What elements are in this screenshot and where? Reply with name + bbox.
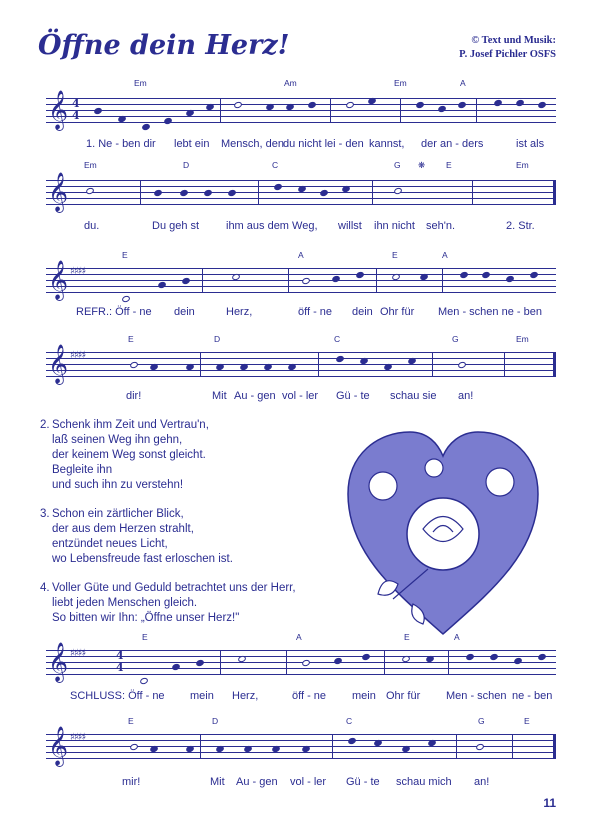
note	[129, 361, 139, 369]
note	[513, 657, 523, 665]
lyric: 2. Str.	[506, 220, 535, 232]
rosebud-icon	[486, 468, 514, 496]
lyric: ihn nicht	[374, 220, 415, 232]
chord: C	[334, 334, 341, 344]
note	[301, 659, 311, 667]
staff-3	[46, 260, 556, 300]
lyric: kannst,	[369, 138, 405, 150]
lyric: schau sie	[390, 390, 437, 402]
chord: D	[214, 334, 221, 344]
chord: E	[142, 632, 148, 642]
chord-row-6	[46, 716, 556, 728]
chord: G	[452, 334, 459, 344]
lyric: Herz,	[232, 690, 259, 702]
key-signature: ♯♯♯♯	[70, 350, 86, 361]
credits-line-2: P. Josef Pichler OSFS	[459, 49, 556, 60]
note	[481, 271, 491, 279]
lyric: an!	[474, 776, 490, 788]
lyric: ihm aus dem Weg,	[226, 220, 318, 232]
lyric: Gü - te	[346, 776, 380, 788]
lyric: dir!	[126, 390, 142, 402]
chord: E	[392, 250, 398, 260]
rosebud-icon	[369, 472, 397, 500]
chord: Em	[134, 78, 147, 88]
note	[301, 277, 311, 285]
lyric: öff - ne	[298, 306, 333, 318]
lyric: ne - ben	[512, 690, 553, 702]
note	[233, 101, 243, 109]
note	[333, 657, 343, 665]
note	[529, 271, 539, 279]
key-signature: ♯♯♯♯	[70, 732, 86, 743]
note	[195, 659, 205, 667]
chord-row-4	[46, 334, 556, 346]
repeat-barline	[553, 180, 556, 204]
rose-icon	[407, 498, 479, 570]
lyric: mein	[190, 690, 214, 702]
lyric: an!	[458, 390, 474, 402]
lyric: du nicht lei - den	[283, 138, 364, 150]
credits	[459, 34, 556, 62]
note	[121, 295, 131, 303]
lyric: vol - ler	[290, 776, 327, 788]
lyric: REFR.: Öff - ne	[76, 306, 152, 318]
note	[153, 189, 163, 197]
staff-6	[46, 726, 556, 766]
note	[139, 677, 149, 685]
rosebud-icon	[425, 459, 443, 477]
note	[163, 117, 173, 125]
chord: G	[478, 716, 485, 726]
note	[465, 653, 475, 661]
note	[493, 99, 503, 107]
staff-4	[46, 344, 556, 384]
note	[489, 653, 499, 661]
chord: Em	[394, 78, 407, 88]
lyric: Gü - te	[336, 390, 370, 402]
chord: A	[296, 632, 302, 642]
note	[537, 653, 547, 661]
lyric: Ohr für	[380, 306, 415, 318]
verse-2: 2. Schenk ihm Zeit und Vertrau'n, laß seinen Weg ihn gehn, der keinem Weg sonst gleicht. Begleite ihn und such ihn zu verstehn!	[40, 419, 209, 491]
lyric: Herz,	[226, 306, 253, 318]
chord: A	[298, 250, 304, 260]
treble-clef-icon: 𝄞	[48, 642, 69, 682]
lyric: Mensch, den	[221, 138, 284, 150]
note	[361, 653, 371, 661]
chord: E	[446, 160, 452, 170]
time-signature: 4 4	[72, 97, 80, 122]
chord: E	[122, 250, 128, 260]
key-signature: ♯♯♯♯	[70, 266, 86, 277]
song-title: Öffne dein Herz!	[38, 30, 290, 61]
lyric: Au - gen	[236, 776, 278, 788]
lyric: ist als	[516, 138, 545, 150]
staff-1	[46, 90, 556, 130]
lyric: vol - ler	[282, 390, 319, 402]
chord: Am	[284, 78, 297, 88]
lyric: SCHLUSS: Öff - ne	[70, 690, 165, 702]
final-barline	[553, 734, 556, 758]
note	[457, 101, 467, 109]
note	[335, 355, 345, 363]
note	[331, 275, 341, 283]
chord: A	[454, 632, 460, 642]
lyric: dein	[352, 306, 373, 318]
chord: E	[128, 716, 134, 726]
lyric: Du geh st	[152, 220, 200, 232]
note	[437, 105, 447, 113]
heart-rose-illustration	[338, 424, 548, 644]
chord: D	[183, 160, 190, 170]
chord: G	[394, 160, 401, 170]
treble-clef-icon: 𝄞	[48, 726, 69, 766]
note	[459, 271, 469, 279]
note	[319, 189, 329, 197]
final-barline	[553, 352, 556, 376]
lyric: lebt ein	[174, 138, 210, 150]
treble-clef-icon: 𝄞	[48, 344, 69, 384]
note	[393, 187, 403, 195]
note	[157, 281, 167, 289]
note	[515, 99, 525, 107]
key-signature: ♯♯♯♯	[70, 648, 86, 659]
lyric: öff - ne	[292, 690, 327, 702]
chord: D	[212, 716, 219, 726]
lyric: mir!	[122, 776, 141, 788]
chord-row-2	[46, 160, 556, 172]
chord: Em	[516, 160, 529, 170]
treble-clef-icon: 𝄞	[48, 260, 69, 300]
note	[355, 271, 365, 279]
lyric: Mit	[210, 776, 225, 788]
note	[203, 189, 213, 197]
note	[505, 275, 515, 283]
note	[347, 737, 357, 745]
note	[129, 743, 139, 751]
note	[171, 663, 181, 671]
chord-symbol-icon: ❋	[418, 160, 426, 170]
note	[457, 361, 467, 369]
note	[537, 101, 547, 109]
lyric: seh'n.	[426, 220, 456, 232]
lyric: Men - schen	[446, 690, 507, 702]
staff-2	[46, 172, 556, 212]
treble-clef-icon: 𝄞	[48, 172, 69, 212]
lyric: 1. Ne - ben dir	[86, 138, 156, 150]
verses	[40, 418, 340, 640]
lyric: du.	[84, 220, 100, 232]
chord: E	[524, 716, 530, 726]
lyric: Men - schen ne - ben	[438, 306, 542, 318]
page-number: 11	[543, 796, 556, 810]
chord: C	[346, 716, 353, 726]
note	[227, 189, 237, 197]
staff-5	[46, 642, 556, 682]
verse-4: 4. Voller Güte und Geduld betrachtet uns der Herr, liebt jeden Menschen gleich. So bitten wir Ihn: „Öffne unser Herz!"	[40, 582, 296, 624]
chord: A	[460, 78, 466, 88]
lyric: Au - gen	[234, 390, 276, 402]
lyric: Ohr für	[386, 690, 421, 702]
chord: Em	[84, 160, 97, 170]
chord: E	[128, 334, 134, 344]
chord: C	[272, 160, 279, 170]
note	[85, 187, 95, 195]
note	[345, 101, 355, 109]
lyric: dein	[174, 306, 195, 318]
chord-row-1	[46, 78, 556, 90]
lyric: der an - ders	[421, 138, 484, 150]
treble-clef-icon: 𝄞	[48, 90, 69, 130]
note	[179, 189, 189, 197]
leaf-icon	[378, 581, 398, 596]
lyric: Mit	[212, 390, 227, 402]
note	[475, 743, 485, 751]
note	[273, 183, 283, 191]
lyric: willst	[338, 220, 362, 232]
note	[415, 101, 425, 109]
lyric: mein	[352, 690, 376, 702]
note	[93, 107, 103, 115]
chord: Em	[516, 334, 529, 344]
note	[181, 277, 191, 285]
time-signature: 4 4	[116, 649, 124, 674]
verse-3: 3. Schon ein zärtlicher Blick, der aus dem Herzen strahlt, entzündet neues Licht, wo Lebensfreude fast erloschen ist.	[40, 508, 233, 565]
chord-row-3	[46, 250, 556, 262]
chord: E	[404, 632, 410, 642]
note	[307, 101, 317, 109]
credits-line-1: © Text und Musik:	[471, 35, 556, 46]
note	[141, 123, 151, 131]
chord-row-5	[46, 632, 556, 644]
lyric: schau mich	[396, 776, 452, 788]
chord: A	[442, 250, 448, 260]
